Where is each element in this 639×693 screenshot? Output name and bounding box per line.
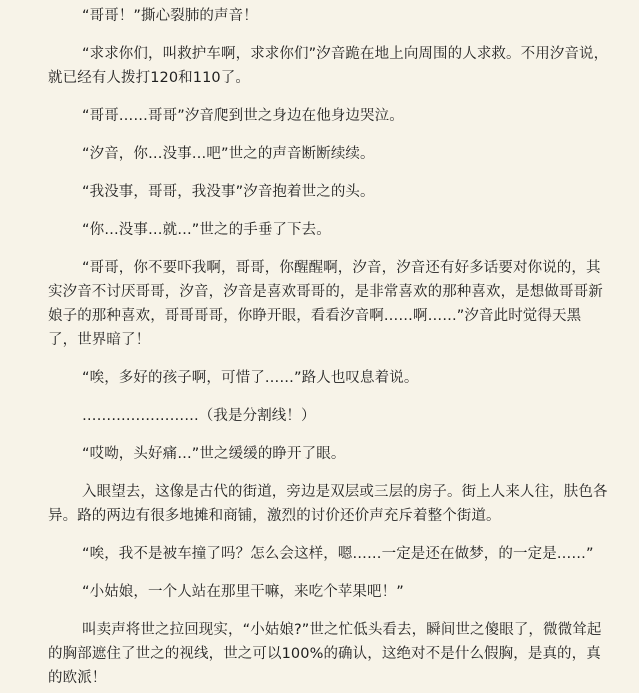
paragraph: “小姑娘，一个人站在那里干嘛，来吃个苹果吧！” (82, 584, 404, 600)
paragraph: “求求你们，叫救护车啊，求求你们”汐音跪在地上向周围的人求救。不用汐音说，就已经有人拨打120和110了。 (48, 46, 609, 86)
paragraph: 叫卖声将世之拉回现实，“小姑娘?”世之忙低头看去，瞬间世之傻眼了，微微耸起的胸部遮住了世之的视线，世之可以100%的确认，这绝对不是什么假胸，是真的，真的欧派！ (48, 622, 602, 686)
section-divider: ……………………（我是分割线！） (82, 408, 316, 424)
paragraph: “哎呦，头好痛…”世之缓缓的睁开了眼。 (82, 446, 346, 462)
paragraph: “汐音，你…没事…吧”世之的声音断断续续。 (82, 146, 375, 162)
paragraph: “唉，多好的孩子啊，可惜了……”路人也叹息着说。 (82, 370, 419, 386)
paragraph: “我没事，哥哥，我没事”汐音抱着世之的头。 (82, 184, 375, 200)
paragraph: “哥哥！”撕心裂肺的声音！ (82, 8, 258, 24)
paragraph: “你…没事…就…”世之的手垂了下去。 (82, 222, 331, 238)
paragraph: “唉，我不是被车撞了吗？怎么会这样，嗯……一定是还在做梦，的一定是……” (82, 546, 594, 562)
paragraph: 入眼望去，这像是古代的街道，旁边是双层或三层的房子。街上人来人往，肤色各异。路的两边有很多地摊和商铺，激烈的讨价还价声充斥着整个街道。 (48, 484, 608, 524)
paragraph: “哥哥，你不要吓我啊，哥哥，你醒醒啊，汐音，汐音还有好多话要对你说的，其实汐音不讨厌哥哥，汐音，汐音是喜欢哥哥的，是非常喜欢的那种喜欢，是想做哥哥新娘子的那种喜欢，哥哥哥哥，你睁开眼，看看汐音啊……啊……”汐音此时觉得天黑了，世界暗了！ (48, 260, 603, 348)
paragraph: “哥哥……哥哥”汐音爬到世之身边在他身边哭泣。 (82, 108, 404, 124)
